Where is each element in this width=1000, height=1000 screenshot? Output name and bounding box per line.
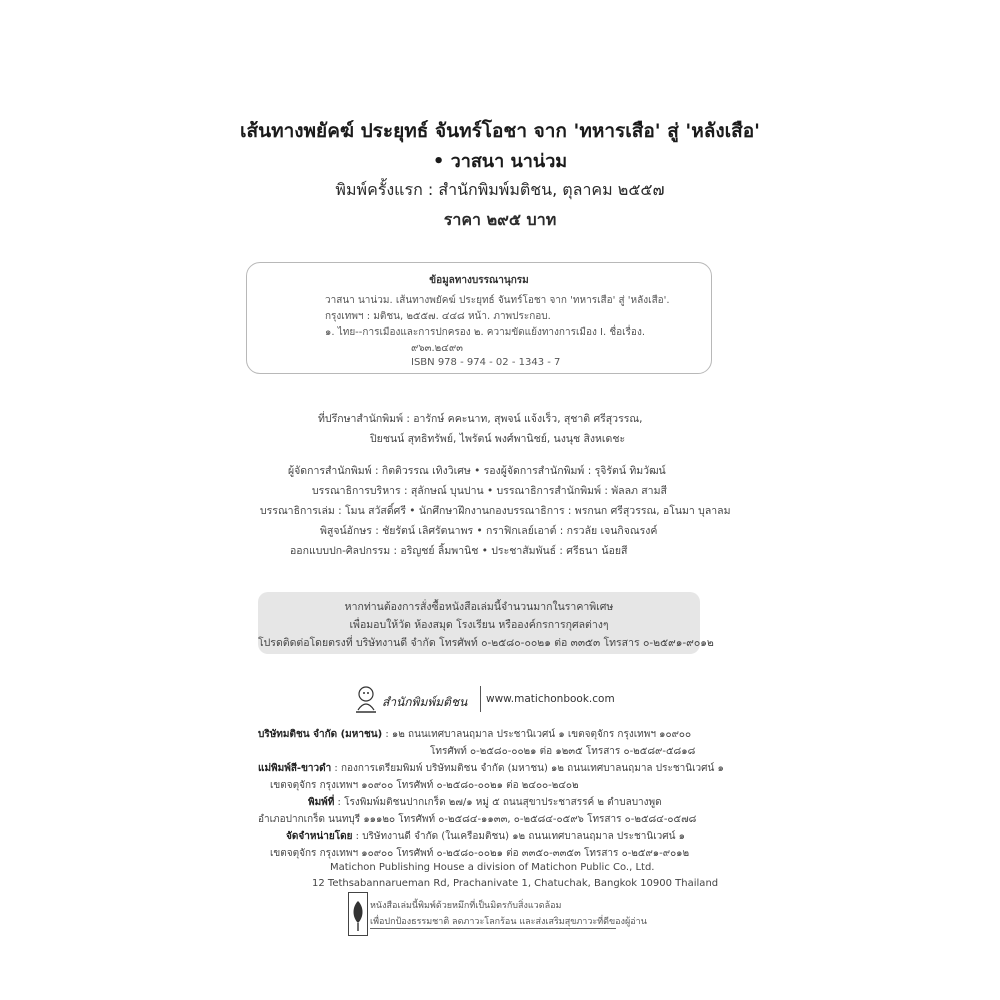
credit-manager: ผู้จัดการสำนักพิมพ์ : กิตติวรรณ เทิงวิเศษ • รองผู้จัดการสำนักพิมพ์ : รุจิรัตน์ ทิมวัฒน์ — [288, 465, 666, 477]
cataloging-heading: ข้อมูลทางบรรณานุกรม — [429, 275, 529, 286]
cataloging-box — [246, 262, 712, 374]
matichon-logo-icon — [352, 684, 480, 716]
credit-book-editor: บรรณาธิการเล่ม : โมน สวัสดิ์ศรี • นักศึกษาฝึกงานกองบรรณาธิการ : พรกนก ศรีสุวรรณ, อโนมา บุลาลม — [260, 505, 731, 517]
company-address: : ๑๒ ถนนเทศบาลนฤมาล ประชานิเวศน์ ๑ เขตจตุจักร กรุงเทพฯ ๑๐๙๐๐ — [382, 729, 692, 740]
printer-label: พิมพ์ที่ — [308, 797, 335, 808]
isbn: ISBN 978 - 974 - 02 - 1343 - 7 — [411, 357, 561, 368]
cataloging-line: ๑. ไทย--การเมืองและการปกครอง ๒. ความขัดแย้งทางการเมือง I. ชื่อเรื่อง. — [325, 327, 645, 338]
bulk-order-line: เพื่อมอบให้วัด ห้องสมุด โรงเรียน หรือองค์กรการกุศลต่างๆ — [349, 619, 609, 631]
eco-underline — [370, 928, 616, 929]
cataloging-classification: ๙๖๓.๒๔๙๓ — [411, 343, 464, 354]
distributor-info — [286, 829, 685, 844]
bulk-order-box — [258, 592, 714, 654]
company-label: บริษัทมติชน จำกัด (มหาชน) — [258, 729, 383, 740]
eco-note-line: หนังสือเล่มนี้พิมพ์ด้วยหมึกที่เป็นมิตรกับสิ่งแวดล้อม — [370, 901, 562, 911]
leaf-icon — [349, 893, 367, 935]
separation-label: แม่พิมพ์สี-ขาวดำ — [258, 763, 332, 774]
publisher-website[interactable]: www.matichonbook.com — [486, 693, 615, 705]
credit-advisors-cont: ปิยชนน์ สุทธิทรัพย์, ไพรัตน์ พงศ์พานิชย์, นงนุช สิงหเดชะ — [370, 433, 626, 445]
company-info — [258, 727, 691, 742]
distributor-text: : บริษัทงานดี จำกัด (ในเครือมติชน) ๑๒ ถนนเทศบาลนฤมาล ประชานิเวศน์ ๑ — [352, 831, 685, 842]
publisher-english-name: Matichon Publishing House a division of Matichon Public Co., Ltd. — [330, 862, 655, 873]
logo-divider — [480, 686, 481, 712]
separation-info — [258, 761, 724, 776]
distributor-label: จัดจำหน่ายโดย — [286, 831, 353, 842]
book-title: เส้นทางพยัคฆ์ ประยุทธ์ จันทร์โอชา จาก 'ทหารเสือ' สู่ 'หลังเสือ' — [239, 120, 760, 142]
book-author: • วาสนา นาน่วม — [432, 151, 568, 172]
company-phone: โทรศัพท์ ๐-๒๕๘๐-๐๐๒๑ ต่อ ๑๒๓๕ โทรสาร ๐-๒๕๘๙-๕๘๑๘ — [430, 746, 696, 757]
printer-info — [308, 795, 662, 810]
publisher-english-address: 12 Tethsabannarueman Rd, Prachanivate 1, Chatuchak, Bangkok 10900 Thailand — [312, 878, 719, 889]
cataloging-line: วาสนา นาน่วม. เส้นทางพยัคฆ์ ประยุทธ์ จันทร์โอชา จาก 'ทหารเสือ' สู่ 'หลังเสือ'. — [325, 295, 670, 306]
eco-note-line: เพื่อปกป้องธรรมชาติ ลดภาวะโลกร้อน และส่งเสริมสุขภาวะที่ดีของผู้อ่าน — [370, 917, 647, 927]
separation-text: : กองการเตรียมพิมพ์ บริษัทมติชน จำกัด (มหาชน) ๑๒ ถนนเทศบาลนฤมาล ประชานิเวศน์ ๑ — [331, 763, 724, 774]
separation-phone: เขตจตุจักร กรุงเทพฯ ๑๐๙๐๐ โทรศัพท์ ๐-๒๕๘๐-๐๐๒๑ ต่อ ๒๔๐๐-๒๔๐๒ — [270, 780, 579, 791]
bulk-order-line: หากท่านต้องการสั่งซื้อหนังสือเล่มนี้จำนวนมากในราคาพิเศษ — [344, 601, 614, 613]
bulk-order-contact: โปรดติดต่อโดยตรงที่ บริษัทงานดี จำกัด โทรศัพท์ ๐-๒๕๘๐-๐๐๒๑ ต่อ ๓๓๕๓ โทรสาร ๐-๒๕๙๑-๙๐๑๒ — [258, 637, 714, 649]
eco-badge — [348, 892, 368, 936]
logo-text: สำนักพิมพ์มติชน — [382, 695, 468, 709]
book-price: ราคา ๒๙๕ บาท — [443, 210, 557, 229]
credit-cover-design: ออกแบบปก-ศิลปกรรม : อริญชย์ ลิ้มพานิช • ประชาสัมพันธ์ : ศรีธนา น้อยสี — [290, 545, 628, 557]
edition-info: พิมพ์ครั้งแรก : สำนักพิมพ์มติชน, ตุลาคม ๒๕๕๗ — [335, 180, 665, 199]
publisher-logo — [352, 684, 480, 716]
printer-phone: อำเภอปากเกร็ด นนทบุรี ๑๑๑๒๐ โทรศัพท์ ๐-๒๕๘๔-๑๑๓๓, ๐-๒๕๘๔-๐๕๙๖ โทรสาร ๐-๒๕๘๔-๐๕๗๘ — [258, 814, 697, 825]
credit-proofreader: พิสูจน์อักษร : ชัยรัตน์ เลิศรัตนาพร • กราฟิกเลย์เอาต์ : กรวลัย เจนกิจณรงค์ — [320, 525, 658, 537]
distributor-phone: เขตจตุจักร กรุงเทพฯ ๑๐๙๐๐ โทรศัพท์ ๐-๒๕๘๐-๐๐๒๑ ต่อ ๓๓๕๐-๓๓๕๓ โทรสาร ๐-๒๕๙๑-๙๐๑๒ — [270, 848, 690, 859]
credit-advisors: ที่ปรึกษาสำนักพิมพ์ : อารักษ์ คคะนาท, สุพจน์ แจ้งเร็ว, สุชาติ ศรีสุวรรณ, — [318, 413, 643, 425]
credit-admin-editor: บรรณาธิการบริหาร : สุลักษณ์ บุนปาน • บรรณาธิการสำนักพิมพ์ : พัลลภ สามสี — [312, 485, 667, 497]
cataloging-line: กรุงเทพฯ : มติชน, ๒๕๕๗. ๔๔๘ หน้า. ภาพประกอบ. — [325, 311, 551, 322]
printer-text: : โรงพิมพ์มติชนปากเกร็ด ๒๗/๑ หมู่ ๕ ถนนสุขาประชาสรรค์ ๒ ตำบลบางพูด — [334, 797, 662, 808]
